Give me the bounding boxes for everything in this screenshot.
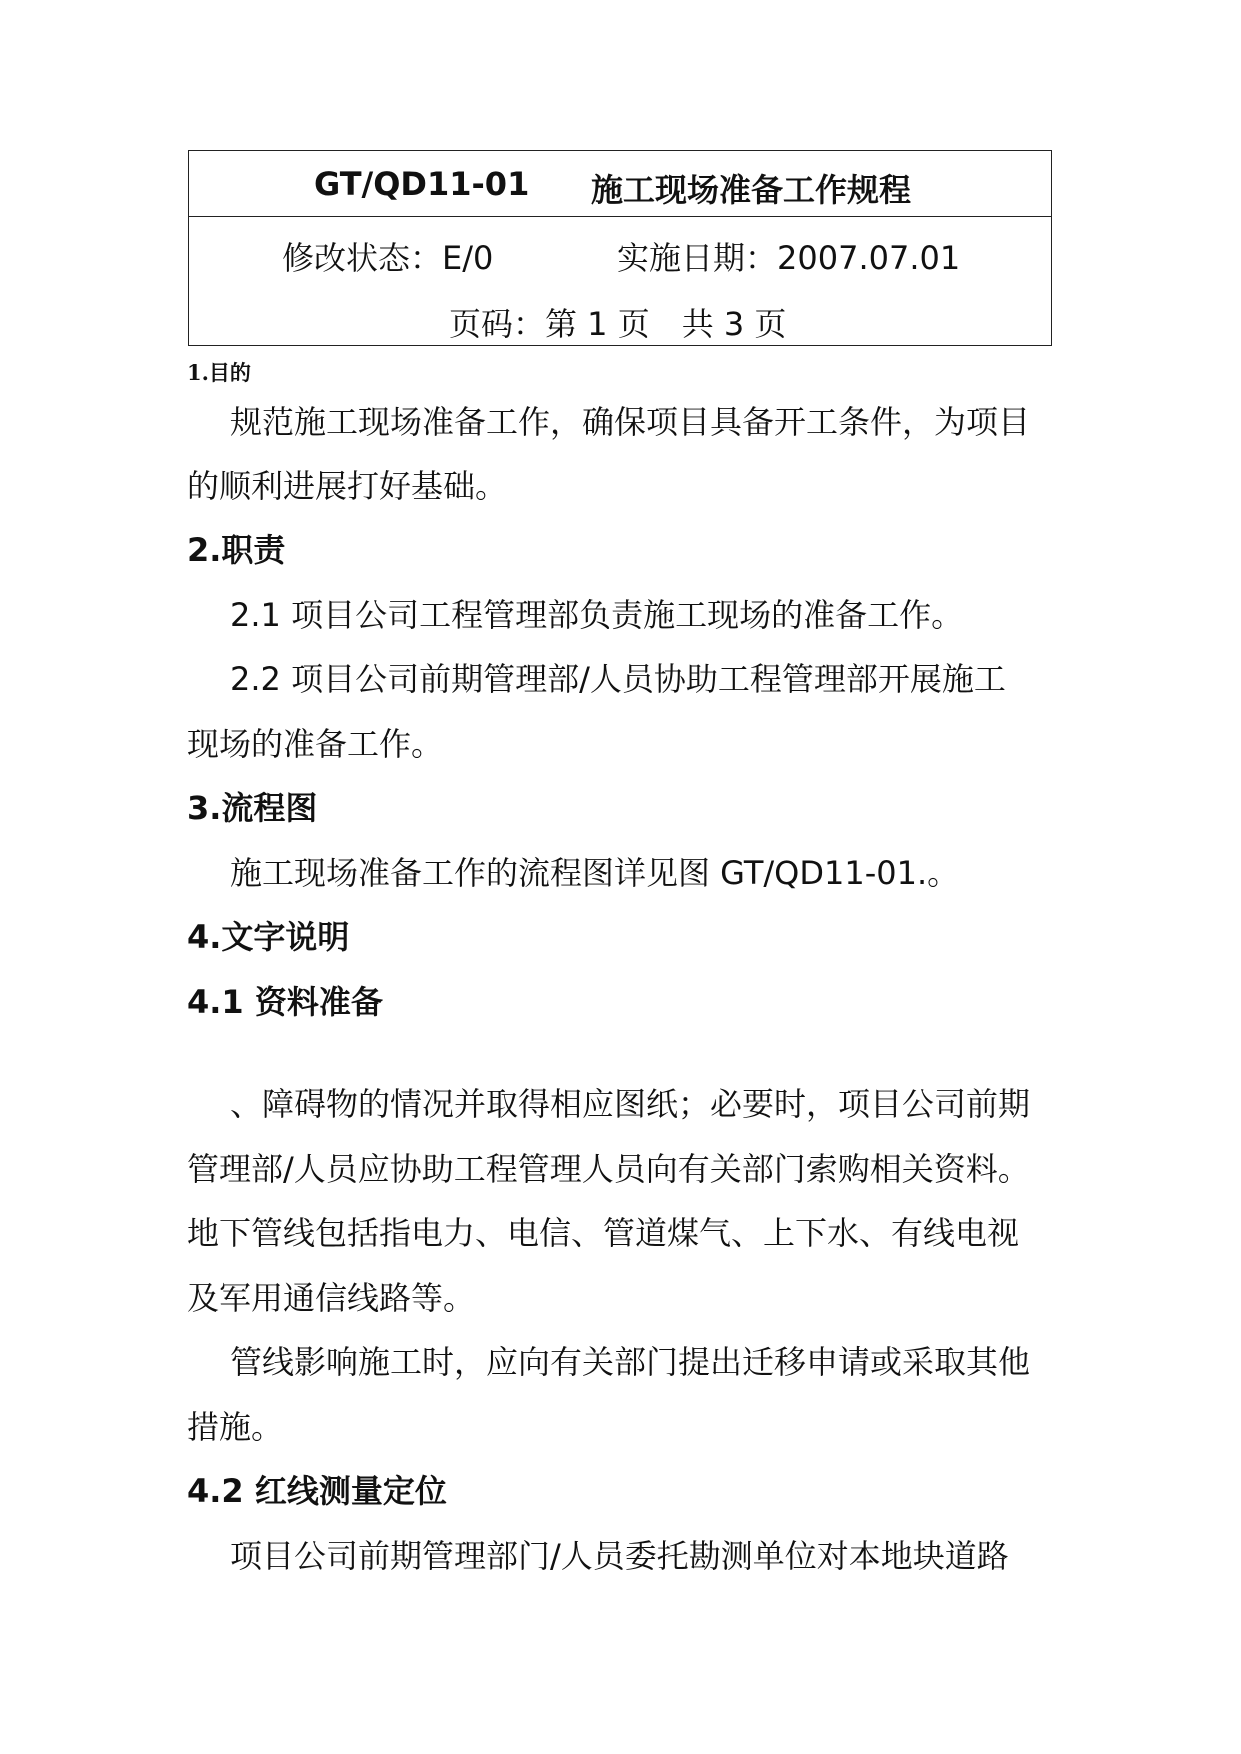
paragraph-line: 规范施工现场准备工作，确保项目具备开工条件，为项目 bbox=[230, 403, 1031, 441]
paragraph-line: 2.2 项目公司前期管理部/人员协助工程管理部开展施工 bbox=[230, 660, 1006, 698]
document-header-table bbox=[188, 150, 1052, 346]
paragraph-line: 及军用通信线路等。 bbox=[187, 1279, 476, 1317]
section-4-1-heading: 4.1 资料准备 bbox=[187, 983, 383, 1021]
paragraph-line: 措施。 bbox=[187, 1408, 284, 1446]
document-title: 施工现场准备工作规程 bbox=[591, 171, 912, 209]
section-3-heading: 3.流程图 bbox=[187, 789, 318, 827]
paragraph-line: 地下管线包括指电力、电信、管道煤气、上下水、有线电视 bbox=[187, 1214, 1020, 1252]
paragraph-line: 的顺利进展打好基础。 bbox=[187, 467, 508, 505]
effective-date: 实施日期：2007.07.01 bbox=[617, 239, 961, 277]
paragraph-line: 、障碍物的情况并取得相应图纸；必要时，项目公司前期 bbox=[230, 1085, 1031, 1123]
page-info: 页码：第 1 页 共 3 页 bbox=[449, 305, 787, 343]
section-4-heading: 4.文字说明 bbox=[187, 918, 350, 956]
paragraph-line: 项目公司前期管理部门/人员委托勘测单位对本地块道路 bbox=[230, 1537, 1009, 1575]
paragraph-line: 管线影响施工时，应向有关部门提出迁移申请或采取其他 bbox=[230, 1343, 1031, 1381]
section-2-heading: 2.职责 bbox=[187, 531, 286, 569]
paragraph-line: 施工现场准备工作的流程图详见图 GT/QD11-01.。 bbox=[230, 854, 960, 892]
paragraph-line: 现场的准备工作。 bbox=[187, 725, 444, 763]
document-code: GT/QD11-01 bbox=[314, 165, 530, 203]
header-title-row bbox=[189, 151, 1051, 217]
paragraph-line: 2.1 项目公司工程管理部负责施工现场的准备工作。 bbox=[230, 596, 964, 634]
section-1-heading: 1.目的 bbox=[187, 360, 251, 385]
paragraph-line: 管理部/人员应协助工程管理人员向有关部门索购相关资料。 bbox=[187, 1150, 1030, 1188]
section-4-2-heading: 4.2 红线测量定位 bbox=[187, 1472, 447, 1510]
revision-status: 修改状态：E/0 bbox=[282, 239, 494, 277]
